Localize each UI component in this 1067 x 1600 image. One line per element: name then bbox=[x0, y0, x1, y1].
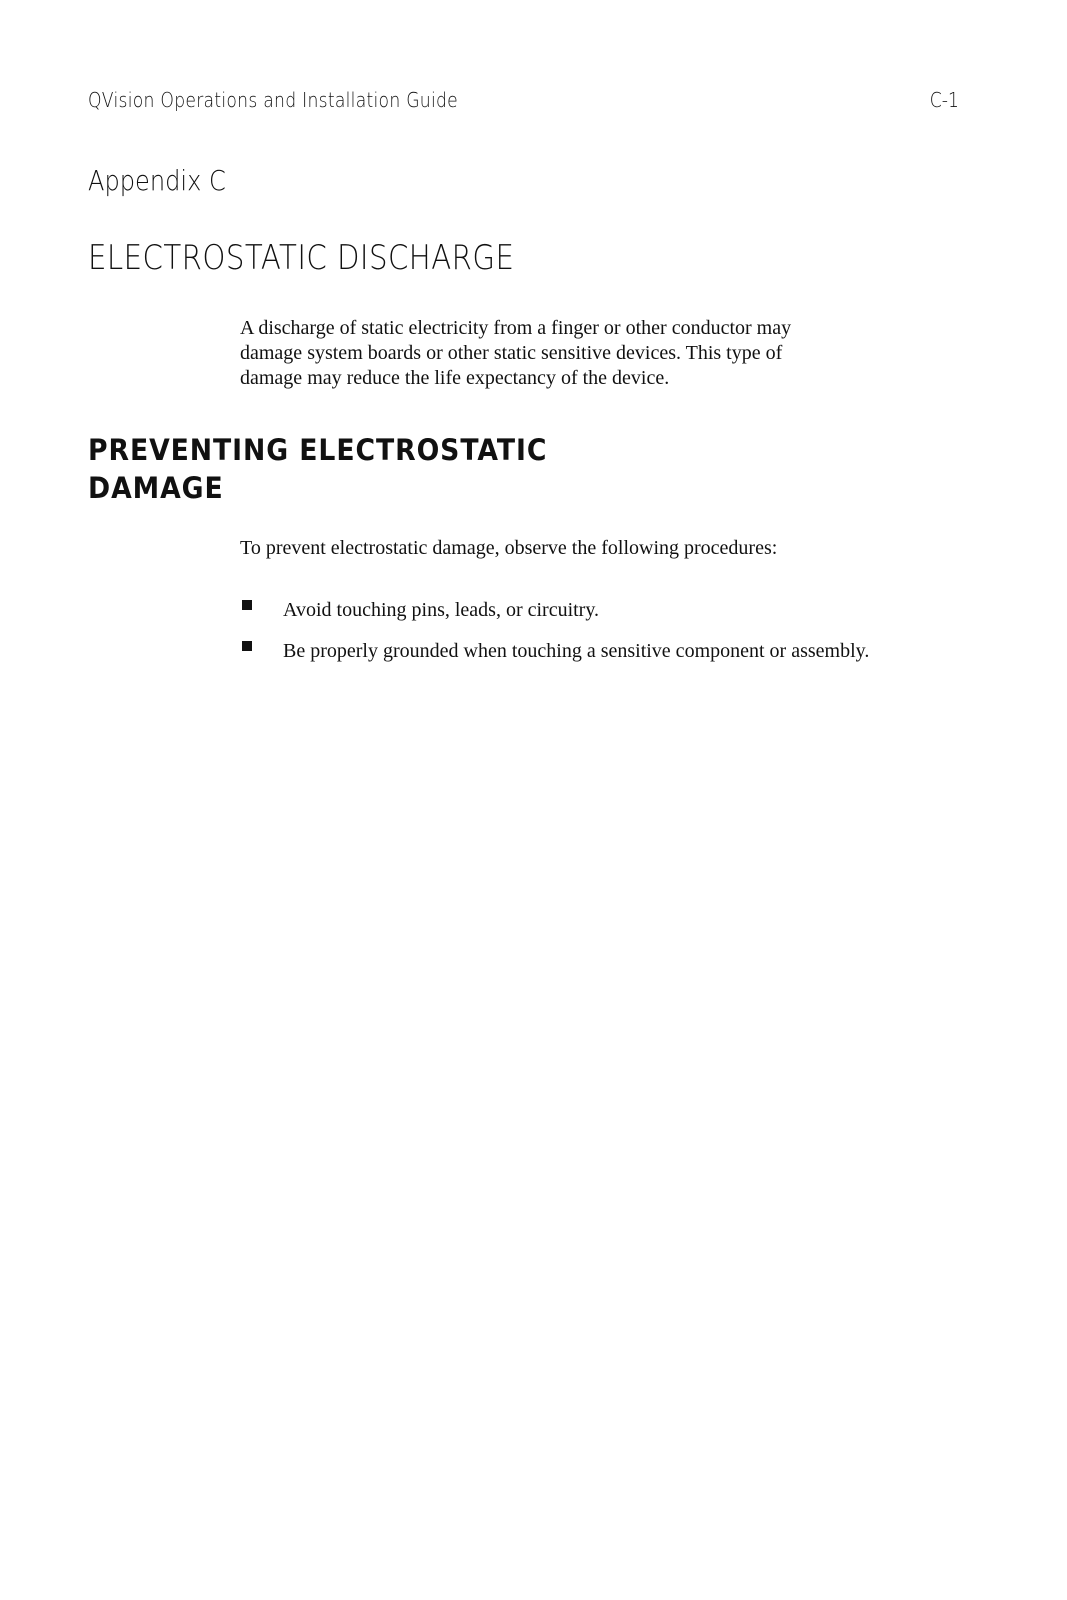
appendix-label: Appendix C bbox=[88, 164, 226, 197]
page-number: C-1 bbox=[929, 88, 959, 112]
intro-line: damage may reduce the life expectancy of the device. bbox=[240, 367, 670, 389]
list-item bbox=[240, 639, 960, 680]
section-heading-line: PREVENTING ELECTROSTATIC bbox=[88, 433, 548, 467]
intro-line: damage system boards or other static sensitive devices. This type of bbox=[240, 342, 783, 364]
procedure-list bbox=[240, 598, 960, 680]
running-header bbox=[88, 88, 838, 118]
list-item-text: Avoid touching pins, leads, or circuitry. bbox=[283, 599, 600, 621]
chapter-title: ELECTROSTATIC DISCHARGE bbox=[88, 238, 515, 278]
section-heading-line: DAMAGE bbox=[88, 471, 224, 505]
guide-title: QVision Operations and Installation Guide bbox=[88, 88, 459, 112]
square-bullet-icon bbox=[242, 600, 252, 610]
procedure-intro: To prevent electrostatic damage, observe the following procedures: bbox=[240, 537, 778, 559]
square-bullet-icon bbox=[242, 641, 252, 651]
section-heading bbox=[88, 431, 603, 507]
intro-line: A discharge of static electricity from a finger or other conductor may bbox=[240, 317, 792, 339]
list-item bbox=[240, 598, 960, 639]
list-item-text: Be properly grounded when touching a sensitive component or assembly. bbox=[283, 640, 870, 662]
intro-paragraph bbox=[240, 316, 860, 391]
